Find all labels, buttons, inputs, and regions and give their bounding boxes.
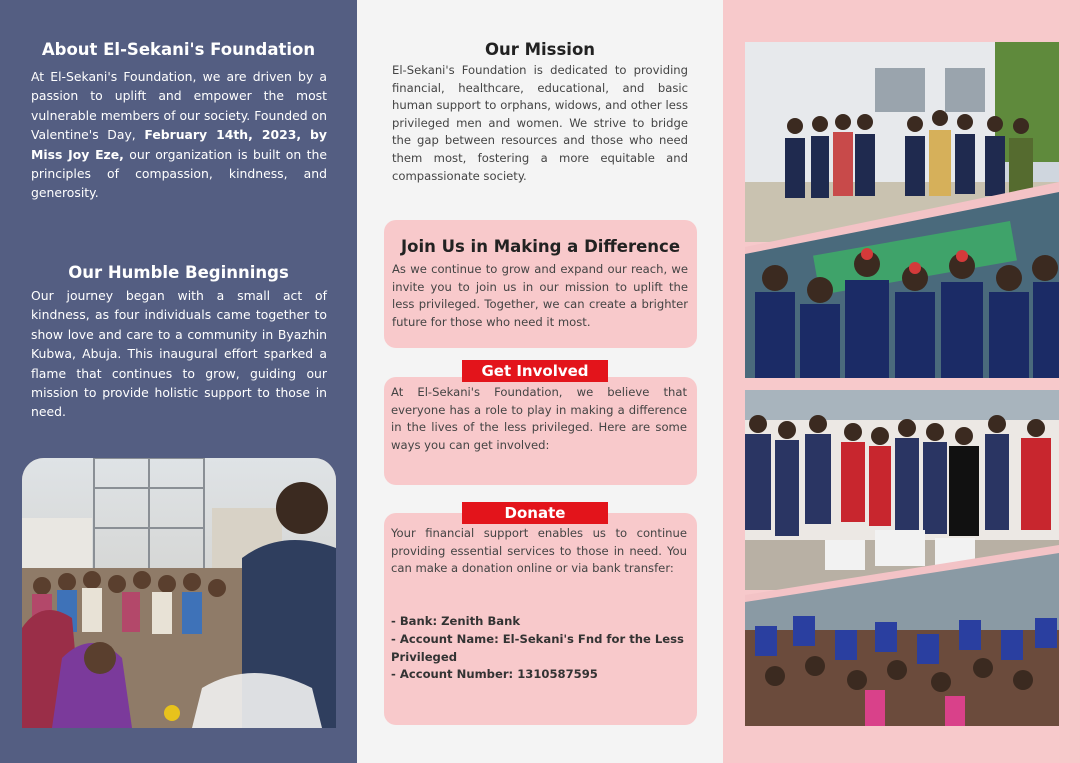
photo-collage-outreach [745, 390, 1059, 726]
join-us-card [384, 220, 697, 348]
left-panel [0, 0, 357, 763]
get-involved-badge: Get Involved [462, 360, 608, 382]
about-title: About El-Sekani's Foundation [41, 40, 316, 59]
donate-text: Your financial support enables us to continue providing essential services to those in need. You can make a donation online or via bank transfer: [391, 526, 687, 576]
photo-collage-team [745, 42, 1059, 378]
bank-name: - Bank: Zenith Bank [391, 614, 521, 628]
mission-title: Our Mission [484, 40, 596, 59]
about-text-part-2: our organization is built on the principles of compassion, kindness, and generosity. [31, 146, 327, 201]
about-text-part-1: At El-Sekani's Foundation, we are driven by a passion to uplift and empower the most vulnerable members of our society. Founded on Valentine's Day, [31, 69, 327, 143]
get-involved-card [384, 377, 697, 485]
join-title: Join Us in Making a Difference [400, 237, 681, 256]
get-involved-text: At El-Sekani's Foundation, we believe that everyone has a role to play in making a difference in the lives of the less privileged. Here are some ways you can get involved: [391, 385, 687, 452]
photo-volunteer-with-children-image [22, 458, 336, 728]
beginnings-text: Our journey began with a small act of kindness, as four individuals came together to show love and care to a community in Byazhin Kubwa, Abuja. This inaugural effort sparked a flame that continues to grow, guiding our mission to provide holistic support to those in need. [31, 288, 327, 420]
photo-volunteer-with-children [22, 458, 336, 728]
donate-card [384, 513, 697, 725]
about-text [31, 67, 327, 203]
mission-text: El-Sekani's Foundation is dedicated to providing financial, healthcare, educational, and basic human support to orphans, widows, and other less privileged men and women. We strive to bridge the gap between resources and those who need them most, fostering a more equitable and compassionate society. [392, 63, 688, 183]
photo-collage-team-image [745, 42, 1059, 378]
middle-panel [357, 0, 723, 763]
photo-collage-outreach-image [745, 390, 1059, 726]
beginnings-title: Our Humble Beginnings [68, 263, 289, 282]
about-text-founding-date: February 14th, 2023, by Miss Joy Eze, [31, 127, 327, 162]
donate-badge: Donate [462, 502, 608, 524]
account-number: - Account Number: 1310587595 [391, 667, 598, 681]
join-text: As we continue to grow and expand our reach, we invite you to join us in our mission to uplift the less privileged. Together, we can create a brighter future for those who need it most. [392, 262, 688, 329]
account-name: - Account Name: El-Sekani's Fnd for the Less Privileged [391, 632, 684, 664]
right-panel [723, 0, 1080, 763]
